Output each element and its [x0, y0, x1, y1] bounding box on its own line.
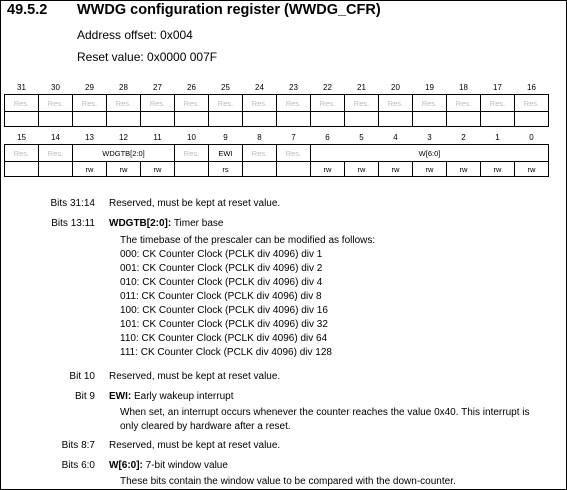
access-cell: rs	[209, 162, 243, 177]
access-row	[5, 112, 549, 127]
access-cell: rw	[311, 162, 345, 177]
wdgtb-option: 001: CK Counter Clock (PCLK div 4096) div 2	[120, 263, 323, 274]
access-cell: rw	[413, 162, 447, 177]
access-cell	[243, 112, 277, 127]
bit-number: 30	[51, 83, 60, 92]
w-description-line: These bits contain the window value to be compared with the down-counter.	[120, 476, 456, 487]
bit-number: 15	[17, 133, 26, 142]
wdgtb-field-desc: Timer base	[171, 218, 224, 229]
access-cell: rw	[481, 162, 515, 177]
bit-number: 1	[495, 133, 500, 142]
field-reserved: Res.	[413, 95, 447, 112]
bit-number: 3	[427, 133, 432, 142]
bit-number: 22	[323, 83, 332, 92]
field-ewi: EWI	[209, 145, 243, 162]
bits-8-7-label: Bits 8:7	[61, 440, 95, 451]
reset-value: Reset value: 0x0000 007F	[77, 50, 218, 64]
bit-number: 17	[493, 83, 502, 92]
bit-number: 21	[357, 83, 366, 92]
w-field-desc: 7-bit window value	[142, 460, 228, 471]
access-cell: rw	[73, 162, 107, 177]
bit-number-row	[5, 131, 549, 145]
ewi-field-desc: Early wakeup interrupt	[131, 391, 234, 402]
w-field-name: W[6:0]:	[109, 460, 143, 471]
field-reserved: Res.	[515, 95, 549, 112]
wdgtb-intro: The timebase of the prescaler can be modified as follows:	[120, 235, 376, 246]
field-name-row	[5, 95, 549, 112]
bits-31-14-text: Reserved, must be kept at reset value.	[109, 198, 281, 209]
field-reserved: Res.	[5, 95, 39, 112]
wdgtb-option: 111: CK Counter Clock (PCLK div 4096) div 128	[120, 347, 332, 358]
access-cell	[447, 112, 481, 127]
wdgtb-field-name: WDGTB[2:0]:	[109, 218, 172, 229]
bit-10-label: Bit 10	[69, 371, 95, 382]
bit-9-heading	[109, 390, 234, 403]
bit-number: 8	[257, 133, 262, 142]
bits-8-7-text: Reserved, must be kept at reset value.	[109, 440, 281, 451]
access-cell	[277, 162, 311, 177]
bit-number: 7	[291, 133, 296, 142]
access-cell	[73, 112, 107, 127]
bit-9-label: Bit 9	[74, 391, 95, 402]
bit-number: 23	[289, 83, 298, 92]
field-name-row	[5, 145, 549, 162]
field-reserved: Res.	[481, 95, 515, 112]
access-cell	[39, 162, 73, 177]
bit-10-text: Reserved, must be kept at reset value.	[109, 371, 281, 382]
wdgtb-option: 110: CK Counter Clock (PCLK div 4096) div 64	[120, 333, 328, 344]
access-cell: rw	[515, 162, 549, 177]
access-cell: rw	[107, 162, 141, 177]
section-title: WWDG configuration register (WWDG_CFR)	[77, 2, 381, 18]
field-reserved: Res.	[311, 95, 345, 112]
bit-number: 4	[393, 133, 398, 142]
field-reserved: Res.	[175, 95, 209, 112]
access-cell	[243, 162, 277, 177]
bit-number: 0	[529, 133, 534, 142]
ewi-description-line: When set, an interrupt occurs whenever the counter reaches the value 0x40. This interrupt is	[120, 407, 530, 418]
wdgtb-option: 100: CK Counter Clock (PCLK div 4096) div 16	[120, 305, 328, 316]
bit-number: 20	[391, 83, 400, 92]
field-reserved: Res.	[39, 145, 73, 162]
access-cell: rw	[447, 162, 481, 177]
bit-number: 25	[221, 83, 230, 92]
access-row	[5, 162, 549, 177]
field-reserved: Res.	[209, 95, 243, 112]
section-number: 49.5.2	[7, 2, 48, 18]
bit-number: 26	[187, 83, 196, 92]
ewi-description-line: only cleared by hardware after a reset.	[120, 421, 291, 432]
field-reserved: Res.	[277, 145, 311, 162]
access-cell	[5, 162, 39, 177]
field-reserved: Res.	[243, 95, 277, 112]
bit-number: 29	[85, 83, 94, 92]
bit-number: 5	[359, 133, 364, 142]
bit-number: 2	[461, 133, 466, 142]
bit-number: 18	[459, 83, 468, 92]
field-reserved: Res.	[175, 145, 209, 162]
access-cell	[379, 112, 413, 127]
register-table-lower	[4, 131, 549, 177]
access-cell	[311, 112, 345, 127]
access-cell: rw	[345, 162, 379, 177]
bits-31-14-label: Bits 31:14	[50, 198, 95, 209]
bits-13-11-heading	[109, 217, 223, 230]
bit-number: 11	[153, 133, 162, 142]
wdgtb-option: 000: CK Counter Clock (PCLK div 4096) div 1	[120, 249, 323, 260]
bit-number: 28	[119, 83, 128, 92]
field-reserved: Res.	[277, 95, 311, 112]
access-cell	[175, 112, 209, 127]
bit-number: 14	[51, 133, 60, 142]
field-reserved: Res.	[141, 95, 175, 112]
bit-number: 24	[255, 83, 264, 92]
field-reserved: Res.	[379, 95, 413, 112]
bit-number-row	[5, 81, 549, 95]
field-reserved: Res.	[345, 95, 379, 112]
bit-number: 6	[325, 133, 330, 142]
wdgtb-option: 010: CK Counter Clock (PCLK div 4096) div 4	[120, 277, 323, 288]
access-cell	[277, 112, 311, 127]
bit-number: 12	[119, 133, 128, 142]
field-reserved: Res.	[107, 95, 141, 112]
address-offset: Address offset: 0x004	[77, 28, 193, 42]
field-reserved: Res.	[73, 95, 107, 112]
wdgtb-option: 101: CK Counter Clock (PCLK div 4096) div 32	[120, 319, 328, 330]
bit-number: 27	[153, 83, 162, 92]
access-cell	[175, 162, 209, 177]
bit-number: 19	[425, 83, 434, 92]
field-reserved: Res.	[39, 95, 73, 112]
field-reserved: Res.	[243, 145, 277, 162]
field-wdgtb: WDGTB[2:0]	[73, 145, 175, 162]
bit-number: 31	[17, 83, 26, 92]
ewi-field-name: EWI:	[109, 391, 132, 402]
access-cell	[481, 112, 515, 127]
access-cell: rw	[141, 162, 175, 177]
access-cell	[39, 112, 73, 127]
access-cell	[5, 112, 39, 127]
access-cell	[107, 112, 141, 127]
bits-6-0-label: Bits 6:0	[61, 460, 95, 471]
access-cell	[413, 112, 447, 127]
bit-number: 13	[85, 133, 94, 142]
bit-number: 10	[187, 133, 196, 142]
register-table-upper	[4, 81, 549, 127]
access-cell: rw	[379, 162, 413, 177]
field-reserved: Res.	[5, 145, 39, 162]
access-cell	[345, 112, 379, 127]
field-reserved: Res.	[447, 95, 481, 112]
bit-number: 16	[527, 83, 536, 92]
access-cell	[515, 112, 549, 127]
field-w: W[6:0]	[311, 145, 549, 162]
bits-6-0-heading	[109, 459, 228, 472]
access-cell	[209, 112, 243, 127]
wdgtb-option: 011: CK Counter Clock (PCLK div 4096) div 8	[120, 291, 322, 302]
access-cell	[141, 112, 175, 127]
bit-number: 9	[223, 133, 228, 142]
bits-13-11-label: Bits 13:11	[51, 218, 95, 229]
